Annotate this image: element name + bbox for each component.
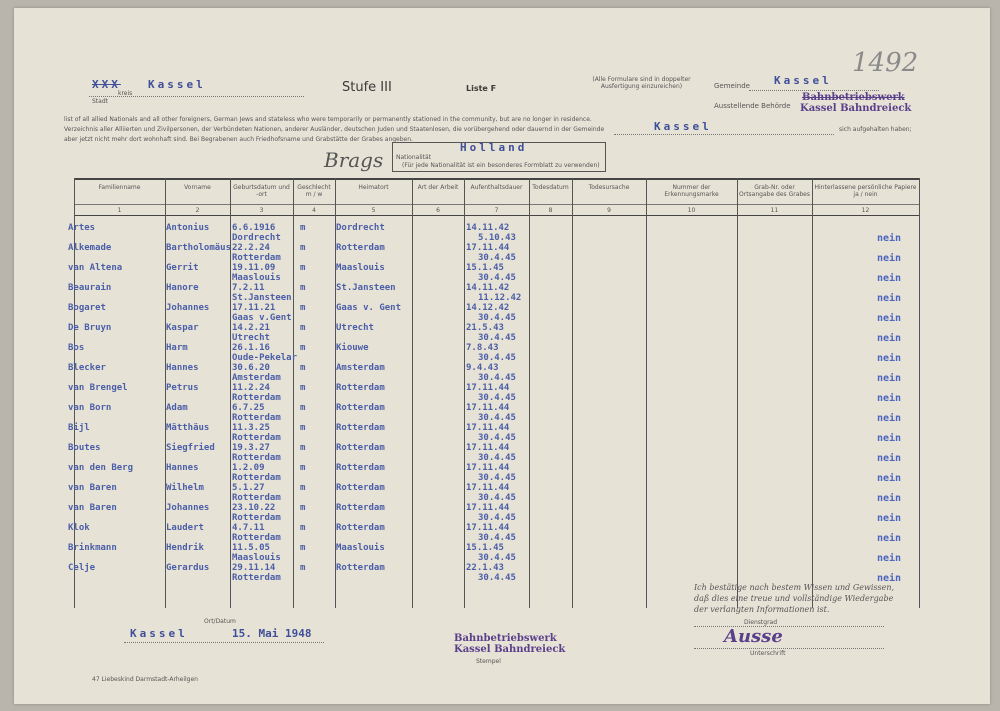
cell-family-name: van den Berg <box>68 463 134 473</box>
cell-stay-to: 30.4.45 <box>478 573 516 583</box>
cell-first-name: Johannes <box>166 303 210 313</box>
cell-home: Gaas v. Gent <box>336 303 402 313</box>
footer-date-stamp: 15. Mai 1948 <box>232 627 312 640</box>
footer-stamp-2: Kassel Bahndreieck <box>454 644 566 655</box>
cell-first-name: Hannes <box>166 363 199 373</box>
cell-papers: nein <box>877 493 902 504</box>
cell-family-name: Bos <box>68 343 85 353</box>
cell-birth-date: 4.7.11 <box>232 523 265 533</box>
cell-family-name: Blecker <box>68 363 106 373</box>
cell-home: Dordrecht <box>336 223 385 233</box>
cell-first-name: Hendrik <box>166 543 204 553</box>
column-number: 1 <box>117 207 122 214</box>
cell-birth-date: 26.1.16 <box>232 343 270 353</box>
cell-family-name: Boutes <box>68 443 101 453</box>
cell-home: Rotterdam <box>336 563 385 573</box>
footer-stamp-1: Bahnbetriebswerk <box>454 633 557 644</box>
table-column-line <box>572 178 573 608</box>
cell-birth-date: 30.6.20 <box>232 363 270 373</box>
cell-first-name: Petrus <box>166 383 199 393</box>
cell-papers: nein <box>877 313 902 324</box>
cell-first-name: Siegfried <box>166 443 215 453</box>
cell-papers: nein <box>877 573 902 584</box>
nation-label: Nationalität <box>396 154 432 161</box>
hand-mark: Brags <box>324 148 384 172</box>
column-number: 5 <box>371 207 376 214</box>
cell-family-name: van Baren <box>68 503 117 513</box>
cell-papers: nein <box>877 453 902 464</box>
city-stamp-header: Kassel <box>148 78 206 91</box>
cell-stay-from: 14.11.42 <box>466 223 510 233</box>
cell-family-name: Celje <box>68 563 96 573</box>
cell-sex: m <box>300 503 306 513</box>
cell-birth-date: 29.11.14 <box>232 563 276 573</box>
cell-stay-from: 17.11.44 <box>466 243 510 253</box>
cell-stay-from: 7.8.43 <box>466 343 499 353</box>
cell-papers: nein <box>877 253 902 264</box>
stufe-title: Stufe III <box>342 80 392 95</box>
column-number: 4 <box>312 207 316 214</box>
cell-stay-from: 21.5.43 <box>466 323 504 333</box>
cell-stay-to: 5.10.43 <box>478 233 516 243</box>
cell-home: Rotterdam <box>336 403 385 413</box>
column-header: Nummer der Erkennungsmarke <box>664 184 719 198</box>
cell-birth-place: Dordrecht <box>232 233 281 243</box>
cell-stay-to: 30.4.45 <box>478 313 516 323</box>
cell-home: St.Jansteen <box>336 283 396 293</box>
cell-birth-date: 11.2.24 <box>232 383 270 393</box>
cell-stay-to: 30.4.45 <box>478 493 516 503</box>
column-number: 9 <box>607 207 611 214</box>
cell-stay-from: 17.11.44 <box>466 403 510 413</box>
cell-stay-to: 30.4.45 <box>478 413 516 423</box>
cell-birth-date: 14.2.21 <box>232 323 270 333</box>
cell-papers: nein <box>877 473 902 484</box>
doc-number: 1492 <box>852 48 919 78</box>
stadt-label: Stadt <box>92 98 108 105</box>
cell-family-name: van Born <box>68 403 112 413</box>
cell-papers: nein <box>877 433 902 444</box>
column-number: 12 <box>861 207 870 214</box>
cell-family-name: De Bruyn <box>68 323 112 333</box>
cell-stay-to: 30.4.45 <box>478 373 516 383</box>
column-number: 2 <box>195 207 200 214</box>
liste-label: Liste F <box>466 84 497 93</box>
gemeinde-stamp: Kassel <box>774 74 832 87</box>
cell-papers: nein <box>877 353 902 364</box>
cell-birth-place: Maaslouis <box>232 273 281 283</box>
cell-family-name: van Altena <box>68 263 123 273</box>
cell-first-name: Mätthäus <box>166 423 210 433</box>
cell-stay-from: 15.1.45 <box>466 263 504 273</box>
cell-papers: nein <box>877 293 902 304</box>
table-column-line <box>412 178 413 608</box>
cell-papers: nein <box>877 533 902 544</box>
column-number: 8 <box>548 207 553 214</box>
cell-home: Rotterdam <box>336 463 385 473</box>
cell-first-name: Wilhelm <box>166 483 204 493</box>
cell-first-name: Hannes <box>166 463 199 473</box>
cell-first-name: Harm <box>166 343 188 353</box>
table-column-line <box>919 178 920 608</box>
cell-stay-to: 30.4.45 <box>478 393 516 403</box>
column-number: 7 <box>494 207 499 214</box>
cell-stay-from: 15.1.45 <box>466 543 504 553</box>
confirmation-text: Ich bestätige nach bestem Wissen und Gewissen, daß dies eine treue und vollständige Wiedergabe der verlangten Informationen ist. <box>694 583 895 614</box>
cell-sex: m <box>300 563 306 573</box>
cell-sex: m <box>300 383 306 393</box>
table-column-line <box>293 178 294 608</box>
cell-birth-date: 19.11.09 <box>232 263 276 273</box>
behoerde-stamp-2: Kassel Bahndreieck <box>800 103 912 114</box>
cell-sex: m <box>300 263 306 273</box>
column-header: Familienname <box>98 184 141 191</box>
cell-birth-place: Gaas v.Gent <box>232 313 292 323</box>
table-num-divider <box>74 215 919 216</box>
cell-first-name: Gerrit <box>166 263 199 273</box>
cell-stay-to: 30.4.45 <box>478 473 516 483</box>
cell-sex: m <box>300 223 306 233</box>
cell-sex: m <box>300 523 306 533</box>
cell-birth-date: 7.2.11 <box>232 283 265 293</box>
cell-birth-place: Utrecht <box>232 333 270 343</box>
cell-sex: m <box>300 343 306 353</box>
cell-home: Rotterdam <box>336 243 385 253</box>
cell-birth-date: 6.6.1916 <box>232 223 276 233</box>
cell-stay-to: 30.4.45 <box>478 513 516 523</box>
cell-birth-place: Rotterdam <box>232 433 281 443</box>
cell-family-name: Bijl <box>68 423 90 433</box>
stempel-label: Stempel <box>476 658 501 665</box>
cell-stay-from: 14.11.42 <box>466 283 510 293</box>
column-header: Geschlecht m / w <box>297 184 331 198</box>
cell-sex: m <box>300 303 306 313</box>
cell-home: Rotterdam <box>336 423 385 433</box>
intro-line-1: list of all allied Nationals and all other foreigners, German Jews and stateless who were temporarily or permanently stationed in the community, but are no longer in residence. <box>64 116 592 123</box>
cell-sex: m <box>300 423 306 433</box>
kreis-stamp: XXX <box>92 78 121 91</box>
table-header-divider <box>74 204 919 205</box>
cell-home: Rotterdam <box>336 483 385 493</box>
column-header: Aufenthaltsdauer <box>470 184 523 191</box>
cell-birth-place: Amsterdam <box>232 373 281 383</box>
cell-birth-date: 5.1.27 <box>232 483 265 493</box>
cell-home: Kiouwe <box>336 343 369 353</box>
cell-sex: m <box>300 543 306 553</box>
cell-stay-from: 22.1.43 <box>466 563 504 573</box>
cell-stay-to: 30.4.45 <box>478 533 516 543</box>
cell-family-name: Beaurain <box>68 283 112 293</box>
cell-papers: nein <box>877 393 902 404</box>
cell-papers: nein <box>877 513 902 524</box>
cell-birth-place: Rotterdam <box>232 473 281 483</box>
cell-birth-place: Rotterdam <box>232 533 281 543</box>
cell-first-name: Laudert <box>166 523 204 533</box>
table-top-border <box>74 178 919 180</box>
cell-stay-to: 30.4.45 <box>478 433 516 443</box>
cell-birth-date: 11.5.05 <box>232 543 270 553</box>
cell-sex: m <box>300 403 306 413</box>
table-column-line <box>737 178 738 608</box>
cell-home: Maaslouis <box>336 543 385 553</box>
gemeinde-label: Gemeinde <box>714 82 750 90</box>
cell-papers: nein <box>877 413 902 424</box>
cell-stay-from: 17.11.44 <box>466 503 510 513</box>
cell-sex: m <box>300 463 306 473</box>
cell-home: Rotterdam <box>336 503 385 513</box>
cell-birth-date: 6.7.25 <box>232 403 265 413</box>
cell-family-name: Bogaret <box>68 303 106 313</box>
cell-papers: nein <box>877 233 902 244</box>
cell-birth-place: St.Jansteen <box>232 293 292 303</box>
note-top: (Alle Formulare sind in doppelter Ausfertigung einzureichen) <box>592 76 691 90</box>
cell-family-name: Brinkmann <box>68 543 117 553</box>
column-number: 3 <box>259 207 264 214</box>
behoerde-stamp-1: Bahnbetriebswerk <box>802 92 905 103</box>
cell-home: Maaslouis <box>336 263 385 273</box>
intro-line-2-end: sich aufgehalten haben; <box>839 126 912 133</box>
cell-home: Utrecht <box>336 323 374 333</box>
cell-stay-from: 17.11.44 <box>466 483 510 493</box>
cell-stay-from: 17.11.44 <box>466 383 510 393</box>
cell-birth-date: 19.3.27 <box>232 443 270 453</box>
cell-first-name: Gerardus <box>166 563 210 573</box>
dienstgrad-label: Dienstgrad <box>744 619 778 626</box>
ort-label: Ort/Datum <box>204 618 236 625</box>
cell-family-name: van Brengel <box>68 383 128 393</box>
cell-stay-from: 9.4.43 <box>466 363 499 373</box>
cell-stay-to: 30.4.45 <box>478 353 516 363</box>
signature: Ausse <box>724 626 783 647</box>
cell-sex: m <box>300 323 306 333</box>
column-number: 6 <box>436 207 440 214</box>
cell-first-name: Johannes <box>166 503 210 513</box>
cell-stay-to: 30.4.45 <box>478 553 516 563</box>
intro-line-3: aber jetzt nicht mehr dort wohnhaft sind. Bei Begrabenen auch Friedhofsname und Grabstätte der Grabes angeben. <box>64 136 413 143</box>
cell-sex: m <box>300 243 306 253</box>
column-header: Art der Arbeit <box>417 184 459 191</box>
cell-papers: nein <box>877 553 902 564</box>
cell-birth-date: 1.2.09 <box>232 463 265 473</box>
cell-stay-to: 11.12.42 <box>478 293 522 303</box>
printer-line: 47 Liebeskind Darmstadt-Arheilgen <box>92 676 198 683</box>
cell-first-name: Antonius <box>166 223 210 233</box>
cell-papers: nein <box>877 373 902 384</box>
cell-birth-date: 23.10.22 <box>232 503 276 513</box>
cell-birth-place: Oude-Pekelar <box>232 353 298 363</box>
cell-stay-from: 17.11.44 <box>466 523 510 533</box>
column-number: 11 <box>770 207 779 214</box>
behoerde-label: Ausstellende Behörde <box>714 102 791 110</box>
cell-birth-place: Rotterdam <box>232 393 281 403</box>
cell-home: Rotterdam <box>336 383 385 393</box>
cell-sex: m <box>300 483 306 493</box>
table-column-line <box>529 178 530 608</box>
cell-home: Amsterdam <box>336 363 385 373</box>
cell-family-name: Klok <box>68 523 90 533</box>
cell-birth-place: Rotterdam <box>232 413 281 423</box>
cell-birth-place: Rotterdam <box>232 253 281 263</box>
table-column-line <box>646 178 647 608</box>
intro-line-2: Verzeichnis aller Alliierten und Zivilpersonen, der Verbündeten Nationen, anderer Ausländer, deutschen Juden und Staatenlosen, die vorübergehend oder dauernd in der Gemeinde <box>64 126 605 133</box>
cell-birth-place: Rotterdam <box>232 493 281 503</box>
column-header: Vorname <box>184 184 211 191</box>
cell-sex: m <box>300 283 306 293</box>
document-page <box>14 8 990 704</box>
cell-stay-to: 30.4.45 <box>478 253 516 263</box>
cell-family-name: van Baren <box>68 483 117 493</box>
unterschrift-label: Unterschrift <box>750 650 786 657</box>
cell-stay-to: 30.4.45 <box>478 273 516 283</box>
cell-birth-date: 17.11.21 <box>232 303 276 313</box>
cell-birth-place: Rotterdam <box>232 573 281 583</box>
table-column-line <box>812 178 813 608</box>
cell-birth-place: Rotterdam <box>232 513 281 523</box>
cell-stay-from: 17.11.44 <box>466 423 510 433</box>
cell-sex: m <box>300 363 306 373</box>
cell-stay-to: 30.4.45 <box>478 453 516 463</box>
table-column-line <box>464 178 465 608</box>
cell-family-name: Artes <box>68 223 96 233</box>
column-number: 10 <box>687 207 696 214</box>
cell-birth-date: 11.3.25 <box>232 423 270 433</box>
nation-note: (Für jede Nationalität ist ein besonderes Formblatt zu verwenden) <box>402 162 600 169</box>
cell-birth-place: Maaslouis <box>232 553 281 563</box>
cell-stay-from: 17.11.44 <box>466 463 510 473</box>
column-header: Geburtsdatum und -ort <box>233 184 290 198</box>
cell-first-name: Adam <box>166 403 188 413</box>
cell-stay-to: 30.4.45 <box>478 333 516 343</box>
cell-papers: nein <box>877 333 902 344</box>
kreis-label: kreis <box>118 90 133 97</box>
column-header: Todesdatum <box>532 184 569 191</box>
cell-stay-from: 14.12.42 <box>466 303 510 313</box>
intro-city-stamp: Kassel <box>654 120 712 133</box>
cell-family-name: Alkemade <box>68 243 112 253</box>
column-header: Hinterlassene persönliche Papiere ja / nein <box>814 184 917 198</box>
cell-first-name: Kaspar <box>166 323 199 333</box>
cell-birth-date: 22.2.24 <box>232 243 270 253</box>
column-header: Grab-Nr. oder Ortsangabe des Grabes <box>739 184 810 198</box>
cell-birth-place: Rotterdam <box>232 453 281 463</box>
cell-home: Rotterdam <box>336 523 385 533</box>
column-header: Todesursache <box>588 184 630 191</box>
cell-papers: nein <box>877 273 902 284</box>
cell-stay-from: 17.11.44 <box>466 443 510 453</box>
column-header: Heimatort <box>358 184 389 191</box>
footer-city-stamp: Kassel <box>130 627 188 640</box>
cell-sex: m <box>300 443 306 453</box>
nation-stamp: Holland <box>460 141 528 154</box>
cell-first-name: Bartholomäus <box>166 243 232 253</box>
cell-home: Rotterdam <box>336 443 385 453</box>
cell-first-name: Hanore <box>166 283 199 293</box>
